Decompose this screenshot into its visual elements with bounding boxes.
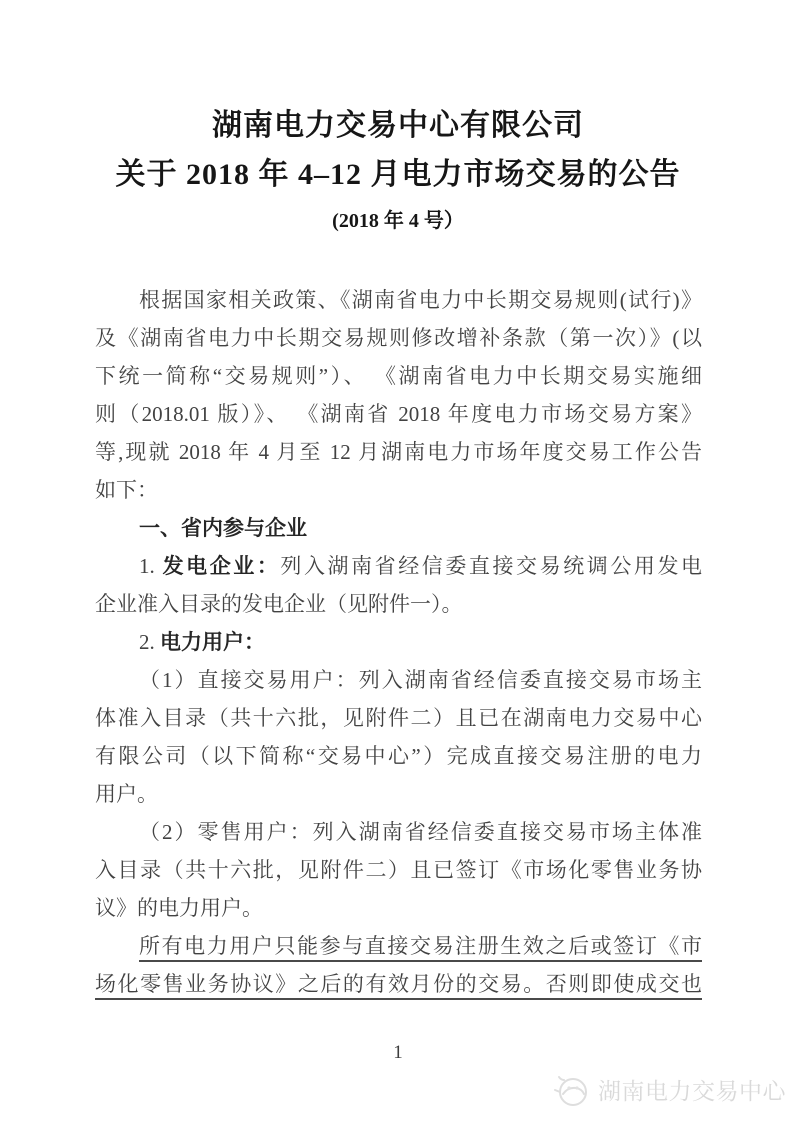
underlined-notice-paragraph — [95, 927, 702, 1003]
paragraph-line — [95, 433, 702, 471]
brand-logo-icon — [549, 1068, 591, 1110]
document-subtitle: 关于 2018 年 4–12 月电力市场交易的公告 — [115, 158, 681, 191]
paragraph-line — [95, 661, 702, 699]
text-segment: 企业准入目录的发电企业（见附件一）。 — [95, 592, 463, 616]
text-segment: 场化零售业务协议》之后的有效月份的交易。否则即使成交也 — [95, 972, 702, 996]
brand-name: 湖南电力交易中心 — [598, 1077, 786, 1104]
text-segment: 入目录（共十六批，见附件二）且已签订《市场化零售业务协 — [95, 858, 702, 882]
paragraph-line — [95, 585, 702, 623]
document-header — [0, 0, 796, 236]
paragraph-line — [95, 813, 702, 851]
paragraph-line — [95, 357, 702, 395]
paragraph-line — [95, 395, 702, 433]
text-segment: （2）零售用户：列入湖南省经信委直接交易市场主体准 — [139, 820, 702, 844]
generation-enterprises-paragraph — [95, 547, 702, 623]
text-segment: 一、省内参与企业 — [139, 516, 307, 540]
retail-users-paragraph — [95, 813, 702, 927]
paragraph-line — [95, 927, 702, 965]
document-number: (2018 年 4 号） — [332, 210, 464, 232]
text-segment: 下统一简称“交易规则”）、 《湖南省电力中长期交易实施细 — [95, 364, 702, 388]
text-segment: 列入湖南省经信委直接交易统调公用发电 — [280, 554, 703, 578]
paragraph-line — [95, 319, 702, 357]
text-segment: 体准入目录（共十六批，见附件二）且已在湖南电力交易中心 — [95, 706, 702, 730]
page-number: 1 — [393, 1042, 403, 1063]
section-heading-1 — [95, 509, 702, 547]
direct-trading-users-paragraph — [95, 661, 702, 813]
paragraph-line — [95, 851, 702, 889]
paragraph-line — [95, 737, 702, 775]
document-title: 湖南电力交易中心有限公司 — [212, 109, 584, 142]
paragraph-line — [95, 509, 702, 547]
brand-watermark — [549, 1068, 786, 1110]
paragraph-line — [95, 775, 702, 813]
text-segment: 及《湖南省电力中长期交易规则修改增补条款（第一次）》(以 — [95, 326, 702, 350]
text-segment: 1. — [139, 554, 163, 578]
power-users-heading — [95, 623, 702, 661]
text-segment: 发电企业： — [162, 554, 281, 578]
text-segment: 如下： — [95, 478, 158, 502]
paragraph-line — [95, 965, 702, 1003]
text-segment: 所有电力用户只能参与直接交易注册生效之后或签订《市 — [139, 934, 702, 958]
paragraph-line — [95, 281, 702, 319]
paragraph-line — [95, 699, 702, 737]
text-segment: 电力用户： — [160, 630, 265, 654]
text-segment: 2. — [139, 630, 160, 654]
document-body — [95, 281, 702, 1003]
text-segment: 用户。 — [95, 782, 158, 806]
paragraph-line — [95, 623, 702, 661]
paragraph-line — [95, 471, 702, 509]
text-segment: 等,现就 2018 年 4 月至 12 月湖南电力市场年度交易工作公告 — [95, 440, 702, 464]
text-segment: （1）直接交易用户：列入湖南省经信委直接交易市场主 — [139, 668, 702, 692]
text-segment: 根据国家相关政策、《湖南省电力中长期交易规则(试行)》 — [139, 288, 702, 312]
text-segment: 有限公司（以下简称“交易中心”）完成直接交易注册的电力 — [95, 744, 702, 768]
text-segment: 议》的电力用户。 — [95, 896, 263, 920]
paragraph-line — [95, 547, 702, 585]
paragraph-line — [95, 889, 702, 927]
intro-paragraph — [95, 281, 702, 509]
text-segment: 则（2018.01 版）》、 《湖南省 2018 年度电力市场交易方案》 — [95, 402, 702, 426]
